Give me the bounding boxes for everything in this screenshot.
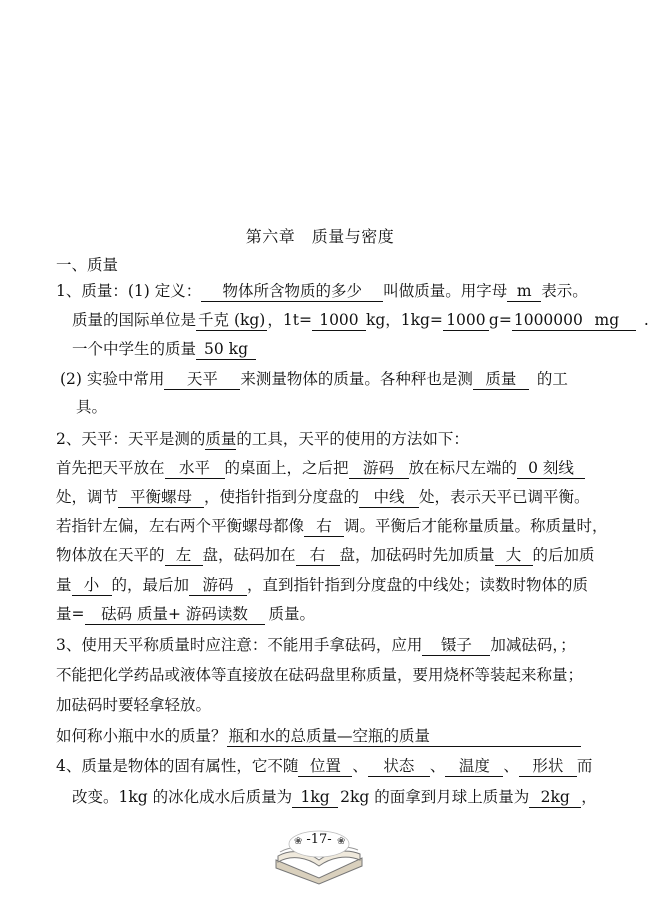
text: 表示。 xyxy=(541,282,588,300)
answer-blank: mg xyxy=(578,310,636,331)
text: 处，表示天平已调平衡。 xyxy=(419,488,590,506)
answer-blank: 小 xyxy=(72,575,112,596)
q2-line-1 xyxy=(56,457,585,479)
text: 放在标尺左端的 xyxy=(408,459,518,477)
text: 量 xyxy=(56,576,72,594)
answer-blank: 1000000 xyxy=(513,311,583,329)
decor-glyph-right: ❀ xyxy=(337,836,346,847)
q4-line-2 xyxy=(72,786,597,808)
answer-blank: 左 xyxy=(165,545,203,566)
text: ，使指针指到分度盘的 xyxy=(204,488,360,506)
page-number: -17- xyxy=(306,832,332,847)
q2-line-5 xyxy=(56,574,588,596)
answer-blank: 右 xyxy=(296,545,340,566)
answer-blank: 瓶和水的总质量—空瓶的质量 xyxy=(227,726,581,747)
q2-line-2 xyxy=(56,486,590,508)
answer-blank: 镊子 xyxy=(422,635,490,656)
answer-blank: 物体所含物质的多少 xyxy=(201,281,383,302)
q1-part2-line-end: 具。 xyxy=(76,398,108,416)
answer-blank: 位置 xyxy=(298,756,352,777)
answer-blank: 游码 xyxy=(349,458,409,479)
section-heading: 一、质量 xyxy=(56,256,119,274)
answer-blank: 游码 xyxy=(189,575,247,596)
text: 质量的国际单位是 xyxy=(72,311,197,329)
q3-line-3: 加砝码时要轻拿轻放。 xyxy=(56,696,212,714)
text: 的工 xyxy=(536,370,568,388)
answer-blank: 天平 xyxy=(164,369,240,390)
text: kg，1kg= xyxy=(365,311,443,329)
answer-blank: 质量 xyxy=(473,369,529,390)
chapter-title: 第六章 质量与密度 xyxy=(245,227,395,246)
text: 1、质量：(1) 定义： xyxy=(56,282,202,300)
text: 量= xyxy=(56,605,85,623)
text: 如何称小瓶中水的质量？ xyxy=(56,727,227,745)
text: 调。平衡后才能称量质量。称质量时， xyxy=(344,517,608,535)
q2-line-3 xyxy=(56,515,608,537)
text: 质量。 xyxy=(268,605,316,623)
q1-definition-line xyxy=(56,280,588,302)
text: ，直到指针指到分度盘的中线处；读数时物体的质 xyxy=(247,576,589,594)
q3-line-4 xyxy=(56,725,581,747)
q1-part2-line xyxy=(60,368,568,390)
answer-blank: 1000 xyxy=(443,310,489,331)
answer-blank: 50 kg xyxy=(196,339,256,360)
text: 加减砝码，； xyxy=(490,636,576,654)
text: 改变。1kg 的冰化成水后质量为 xyxy=(72,788,293,806)
text: 处，调节 xyxy=(56,488,119,506)
text: 、 xyxy=(352,757,368,775)
text: 叫做质量。用字母 xyxy=(383,282,508,300)
answer-blank: 状态 xyxy=(368,756,430,777)
answer-blank: 1000 xyxy=(312,310,366,331)
text: 盘，砝码加在 xyxy=(202,546,296,564)
q1-student-line xyxy=(72,338,256,360)
text: 一个中学生的质量 xyxy=(72,340,197,358)
text: 、 xyxy=(503,757,519,775)
text: 的后加质 xyxy=(532,546,595,564)
text: 3、使用天平称质量时应注意：不能用手拿砝码，应用 xyxy=(56,636,423,654)
answer-blank: 质量 xyxy=(205,430,237,448)
text: 盘，加砝码时先加质量 xyxy=(339,546,495,564)
text: (2) 实验中常用 xyxy=(60,370,165,388)
text: 的，最后加 xyxy=(111,576,190,594)
text: 首先把天平放在 xyxy=(56,459,165,477)
text: 物体放在天平的 xyxy=(56,546,165,564)
answer-blank: 中线 xyxy=(359,487,419,508)
q3-line-1 xyxy=(56,634,576,656)
decor-glyph-left: ❀ xyxy=(294,836,303,847)
answer-blank: 2kg xyxy=(529,787,581,808)
answer-blank: 0 刻线 xyxy=(517,458,585,479)
answer-blank: m xyxy=(507,281,541,302)
q1-unit-line xyxy=(72,309,649,331)
answer-blank: 砝码 质量+ 游码读数 xyxy=(85,604,265,625)
text: ，1t= xyxy=(267,311,312,329)
text: 、 xyxy=(429,757,446,775)
answer-blank: 平衡螺母 xyxy=(118,487,204,508)
text: 的桌面上，之后把 xyxy=(224,459,349,477)
text: ， xyxy=(581,788,597,806)
q2-line-4 xyxy=(56,544,595,566)
q3-line-2: 不能把化学药品或液体等直接放在砝码盘里称质量，要用烧杯等装起来称量； xyxy=(56,666,584,684)
q2-heading-line xyxy=(56,428,469,450)
text: 2kg 的面拿到月球上质量为 xyxy=(340,788,530,806)
answer-blank: 1kg xyxy=(292,787,338,808)
text: 来测量物体的质量。各种秤也是测 xyxy=(240,370,473,388)
answer-blank: 温度 xyxy=(445,756,503,777)
text: 而 xyxy=(576,757,593,775)
answer-blank: 右 xyxy=(304,516,344,537)
text: 若指针左偏，左右两个平衡螺母都像 xyxy=(56,517,305,535)
answer-blank: 形状 xyxy=(519,756,577,777)
answer-blank: 水平 xyxy=(165,458,225,479)
q2-line-6 xyxy=(56,603,315,625)
text: 4、质量是物体的固有属性，它不随 xyxy=(56,757,299,775)
page-footer xyxy=(270,822,368,884)
answer-blank: 千克 (kg) xyxy=(198,311,266,329)
text: 2、天平：天平是测的 xyxy=(56,430,206,448)
text: . xyxy=(643,311,649,329)
text: g= xyxy=(488,311,512,329)
answer-blank: 大 xyxy=(495,545,533,566)
q4-line-1 xyxy=(56,755,592,777)
text: 的工具，天平的使用的方法如下： xyxy=(236,430,469,448)
